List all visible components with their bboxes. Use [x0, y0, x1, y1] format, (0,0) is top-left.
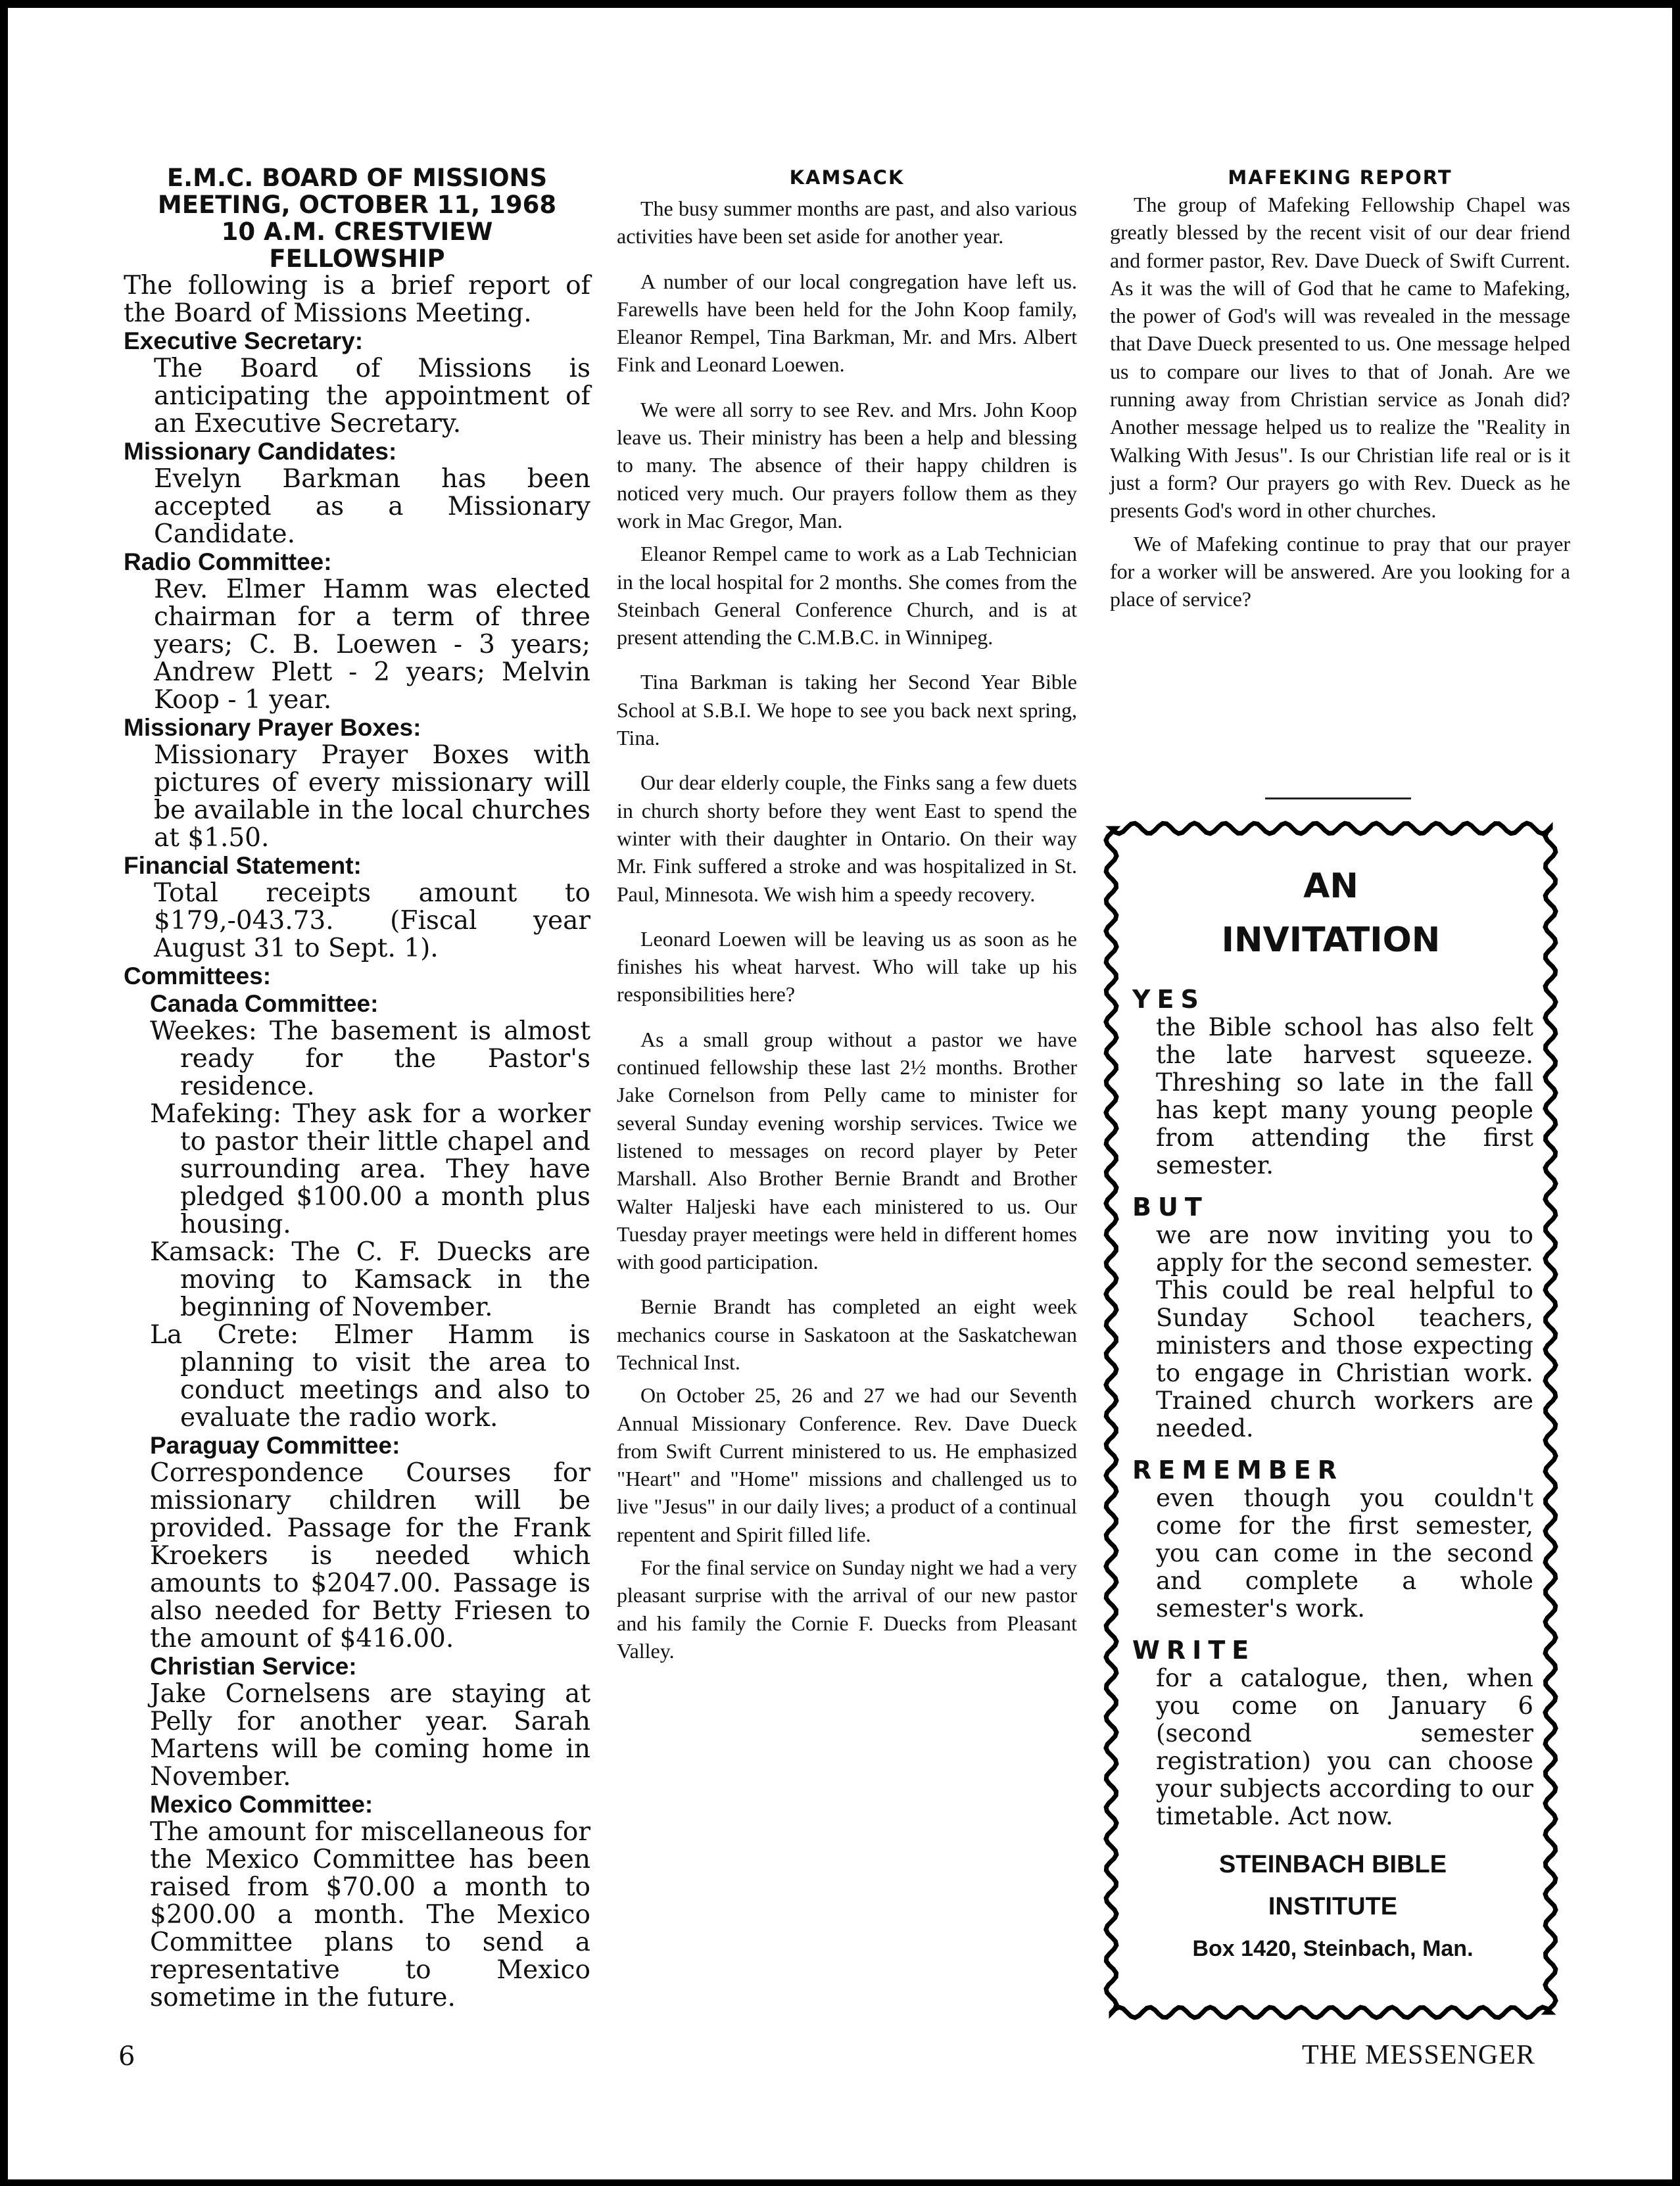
- keyword-remember: REMEMBER: [1132, 1456, 1343, 1485]
- kamsack-heading: KAMSACK: [789, 166, 905, 189]
- mafeking-heading: MAFEKING REPORT: [1228, 166, 1452, 189]
- invitation-box: [1103, 820, 1558, 2020]
- canada-committee-heading: Canada Committee:: [150, 990, 379, 1017]
- page-number: 6: [118, 2041, 135, 2072]
- kamsack-paragraph: Leonard Loewen will be leaving us as soon as he finishes his wheat harvest. Who will take up his responsibilities here?: [617, 926, 1077, 1007]
- keyword-but: BUT: [1132, 1193, 1209, 1222]
- write-text: for a catalogue, then, when you come on January 6 (second semester registration) you can choose your subjects according to our timetable. Act now.: [1156, 1664, 1533, 1830]
- yes-text: the Bible school has also felt the late harvest squeeze. Threshing so late in the fall has kept many young people from attending the first semester.: [1156, 1013, 1533, 1179]
- kamsack-paragraph: As a small group without a pastor we have continued fellowship these last 2½ months. Brother Jake Cornelson from Pelly came to minister for several Sunday evening worship services. Twice we listened to messages on record player by Peter Marshall. Also Brother Bernie Brandt and Brother Walter Haljeski have each ministered to us. Our Tuesday prayer meetings were held in different homes with good participation.: [617, 1027, 1077, 1274]
- kamsack-paragraph: Eleanor Rempel came to work as a Lab Technician in the local hospital for 2 months. She comes from the Steinbach General Conference Church, and is at present attending the C.M.B.C. in Winnipeg.: [617, 542, 1077, 650]
- institute-address: Box 1420, Steinbach, Man.: [1192, 1936, 1474, 1961]
- institute-name: STEINBACH BIBLE: [1218, 1851, 1447, 1878]
- canada-item: La Crete: Elmer Hamm is planning to visit the area to conduct meetings and also to evaluate the radio work.: [150, 1320, 590, 1433]
- mafeking-column: [1110, 164, 1570, 630]
- kamsack-paragraph: The busy summer months are past, and also various activities have been set aside for another year.: [617, 197, 1077, 249]
- invitation-body: [1132, 985, 1533, 1970]
- remember-text: even though you couldn't come for the first semester, you can come in the second and complete a whole semester's work.: [1156, 1484, 1533, 1623]
- executive-secretary-text: The Board of Missions is anticipating the appointment of an Executive Secretary.: [154, 354, 590, 439]
- kamsack-paragraph: Our dear elderly couple, the Finks sang a few duets in church shorty before they went East to spend the winter with their daughter in Ontario. On their way Mr. Fink suffered a stroke and was hospitalized in St. Paul, Minnesota. We wish him a speedy recovery.: [617, 771, 1077, 906]
- kamsack-paragraph: A number of our local congregation have left us. Farewells have been held for the John Koop family, Eleanor Rempel, Tina Barkman, Mr. and Mrs. Albert Fink and Leonard Loewen.: [617, 269, 1077, 377]
- title-line: FELLOWSHIP: [269, 245, 445, 273]
- canada-item: Kamsack: The C. F. Duecks are moving to Kamsack in the beginning of November.: [150, 1237, 590, 1322]
- christian-service-heading: Christian Service:: [150, 1653, 357, 1680]
- canada-item: Mafeking: They ask for a worker to pastor their little chapel and surrounding area. They have pledged $100.00 a month plus housing.: [150, 1099, 590, 1239]
- christian-service-text: Jake Cornelsens are staying at Pelly for another year. Sarah Martens will be coming home in November.: [150, 1679, 590, 1792]
- executive-secretary-heading: Executive Secretary:: [124, 327, 364, 354]
- financial-statement-heading: Financial Statement:: [124, 852, 362, 879]
- invitation-title: AN: [1303, 867, 1358, 906]
- kamsack-paragraph: On October 25, 26 and 27 we had our Seventh Annual Missionary Conference. Rev. Dave Dueck from Swift Current ministered to us. He emphasized "Heart" and "Home" missions and challenged us to live "Jesus" in our daily lives; a product of a continual repentent and Spirit filled life.: [617, 1383, 1077, 1546]
- prayer-boxes-text: Missionary Prayer Boxes with pictures of every missionary will be available in the local churches at $1.50.: [154, 740, 590, 853]
- section-divider: [1265, 797, 1411, 799]
- board-report-title: [124, 164, 590, 272]
- invitation-title: INVITATION: [1221, 920, 1441, 960]
- kamsack-paragraph: For the final service on Sunday night we had a very pleasant surprise with the arrival of our new pastor and his family the Cornie F. Duecks from Pleasant Valley.: [617, 1556, 1077, 1663]
- mexico-committee-heading: Mexico Committee:: [150, 1791, 373, 1818]
- canada-item: Weekes: The basement is almost ready for the Pastor's residence.: [150, 1016, 590, 1101]
- board-report-column: [124, 164, 590, 2012]
- committees-heading: Committees:: [124, 962, 272, 989]
- radio-committee-heading: Radio Committee:: [124, 548, 332, 575]
- keyword-yes: YES: [1132, 985, 1205, 1014]
- radio-committee-text: Rev. Elmer Hamm was elected chairman for a term of three years; C. B. Loewen - 3 years; Andrew Plett - 2 years; Melvin Koop - 1 year.: [154, 575, 590, 715]
- but-text: we are now inviting you to apply for the second semester. This could be real helpful to Sunday School teachers, ministers and those expecting to engage in Christian work. Trained church workers are needed.: [1156, 1221, 1533, 1442]
- mexico-committee-text: The amount for miscellaneous for the Mexico Committee has been raised from $70.00 a month to $200.00 a month. The Mexico Committee plans to send a representative to Mexico sometime in the future.: [150, 1817, 590, 2012]
- financial-statement-text: Total receipts amount to $179,-043.73. (Fiscal year August 31 to Sept. 1).: [154, 878, 590, 963]
- paraguay-committee-text: Correspondence Courses for missionary children will be provided. Passage for the Frank Kroekers is needed which amounts to $2047.00. Passage is also needed for Betty Friesen to the amount of $416.00.: [150, 1458, 590, 1653]
- mafeking-paragraph: We of Mafeking continue to pray that our prayer for a worker will be answered. Are you looking for a place of service?: [1110, 531, 1570, 611]
- title-line: E.M.C. BOARD OF MISSIONS: [166, 164, 548, 192]
- magazine-name: THE MESSENGER: [1302, 2040, 1535, 2070]
- kamsack-paragraph: We were all sorry to see Rev. and Mrs. John Koop leave us. Their ministry has been a help and blessing to many. The absence of their happy children is noticed very much. Our prayers follow them as they work in Mac Gregor, Man.: [617, 397, 1077, 533]
- kamsack-paragraph: Bernie Brandt has completed an eight week mechanics course in Saskatoon at the Saskatchewan Technical Inst.: [617, 1295, 1077, 1374]
- title-line: 10 A.M. CRESTVIEW: [221, 218, 493, 246]
- missionary-candidates-text: Evelyn Barkman has been accepted as a Missionary Candidate.: [154, 464, 590, 549]
- prayer-boxes-heading: Missionary Prayer Boxes:: [124, 714, 421, 741]
- title-line: MEETING, OCTOBER 11, 1968: [157, 191, 557, 219]
- mafeking-paragraph: The group of Mafeking Fellowship Chapel was greatly blessed by the recent visit of our dear friend and former pastor, Rev. Dave Dueck of Swift Current. As it was the will of God that he came to Mafeking, the power of God's will was revealed in the message that Dave Dueck presented to us. One message helped us to compare our lives to that of Jonah. Are we running away from Christian service as Jonah did? Another message helped us to realize the "Reality in Walking With Jesus". Is our Christian life real or is it just a form? Our prayers go with Rev. Dueck as he presents God's word in other churches.: [1110, 193, 1570, 523]
- kamsack-paragraph: Tina Barkman is taking her Second Year Bible School at S.B.I. We hope to see you back next spring, Tina.: [617, 670, 1077, 750]
- institute-name-line2: INSTITUTE: [1268, 1893, 1398, 1920]
- keyword-write: WRITE: [1132, 1636, 1256, 1665]
- kamsack-column: [617, 164, 1077, 1670]
- missionary-candidates-heading: Missionary Candidates:: [124, 438, 397, 465]
- paraguay-committee-heading: Paraguay Committee:: [150, 1432, 400, 1459]
- intro-text: The following is a brief report of the Board of Missions Meeting.: [124, 271, 590, 328]
